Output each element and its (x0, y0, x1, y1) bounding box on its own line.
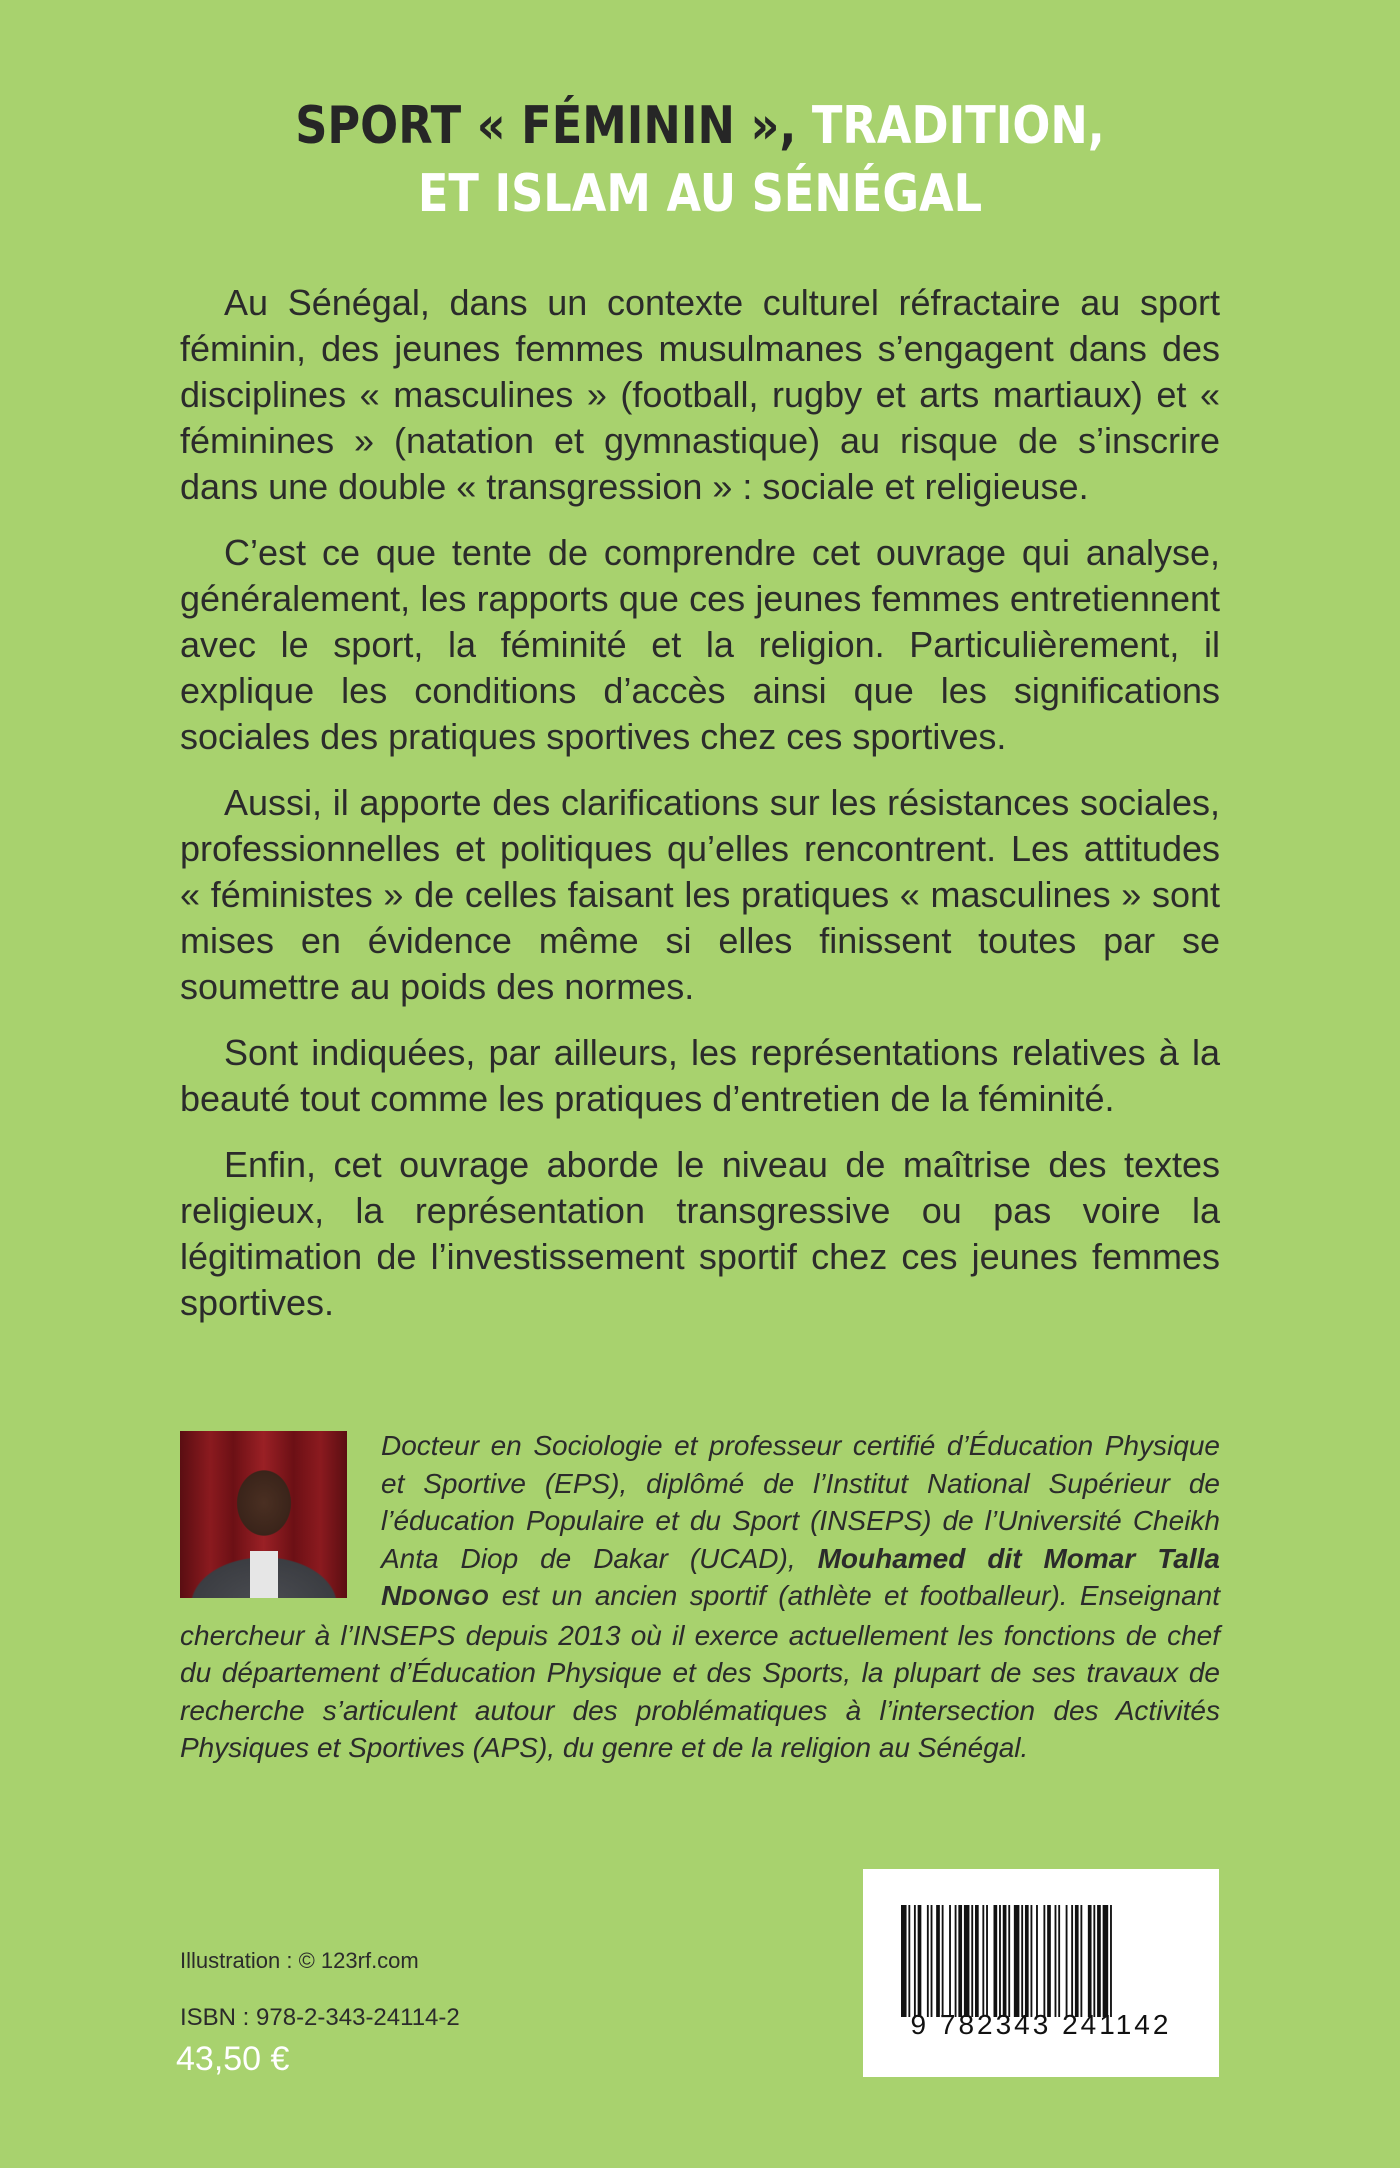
barcode-bar (914, 1905, 916, 2017)
barcode-bar (1097, 1905, 1101, 2017)
barcode-bar (955, 1905, 957, 2017)
barcode-bar (1014, 1905, 1020, 2017)
barcode-bar (964, 1905, 970, 2017)
barcode-bars (901, 1905, 1181, 2017)
title-line-2: ET ISLAM AU SÉNÉGAL (417, 164, 983, 224)
barcode-digits: 9 782343 241142 (910, 2009, 1172, 2040)
barcode-bar (982, 1905, 984, 2017)
barcode-bar (936, 1905, 940, 2017)
summary-paragraph-3: Aussi, il apporte des clarifications sur les résistances sociales, professionnelles et politiques qu’elles rencontrent. Les attitudes « féministes » de celles faisant les pratiques « masculines » sont mises en évidence même si elles finissent toutes par se soumettre au poids des normes. (180, 782, 1220, 1007)
barcode-bar (908, 1905, 910, 2017)
author-bio (180, 1427, 1220, 1767)
barcode-bar (931, 1905, 933, 2017)
author-photo-shirt (250, 1551, 278, 1598)
price: 43,50 € (176, 2040, 290, 2078)
author-name-first: Mouhamed dit Momar Talla (817, 1542, 1220, 1574)
barcode (863, 1869, 1219, 2077)
author-name-rest: DONGO (401, 1585, 490, 1610)
barcode-bar (1058, 1905, 1060, 2017)
barcode-bar (971, 1905, 973, 2017)
isbn: ISBN : 978-2-343-24114-2 (180, 2004, 460, 2031)
title-part-white: TRADITION, (811, 96, 1105, 156)
summary-paragraph-1: Au Sénégal, dans un contexte culturel réfractaire au sport féminin, des jeunes femmes musulmanes s’engagent dans des disciplines « masculines » (football, rugby et arts martiaux) et « féminines » (natation et gymnastique) au risque de s’inscrire dans une double « transgression » : sociale et religieuse. (180, 282, 1220, 507)
barcode-bar (1043, 1905, 1045, 2017)
barcode-bar (1008, 1905, 1010, 2017)
barcode-bar (949, 1905, 951, 2017)
author-bio-intro: Docteur en Sociologie et professeur certifié d’Éducation Physique et Sportive (EPS), diplômé de l’Institut National Supérieur de l’éducation Populaire et du Sport (INSEPS) de l’Université Cheikh Anta Diop de Dakar (UCAD), (381, 1430, 1220, 1574)
barcode-bar (994, 1905, 998, 2017)
author-photo (180, 1431, 347, 1598)
barcode-bar (958, 1905, 962, 2017)
book-title (98, 92, 1302, 228)
barcode-bar (942, 1905, 944, 2017)
barcode-bar (1088, 1905, 1092, 2017)
barcode-bar (986, 1905, 988, 2017)
barcode-bar (1066, 1905, 1068, 2017)
barcode-bar (1036, 1905, 1038, 2017)
book-summary (180, 280, 1220, 1346)
barcode-bar (1055, 1905, 1057, 2017)
barcode-bar (901, 1905, 907, 2017)
barcode-bar (1031, 1905, 1033, 2017)
barcode-bar (1075, 1905, 1079, 2017)
illustration-credit: Illustration : © 123rf.com (180, 1948, 419, 1973)
barcode-bar (1025, 1905, 1029, 2017)
summary-paragraph-2: C’est ce que tente de comprendre cet ouvrage qui analyse, généralement, les rapports que ces jeunes femmes entretiennent avec le sport, la féminité et la religion. Particulièrement, il explique les conditions d’accès ainsi que les significations sociales des pratiques sportives chez ces sportives. (180, 532, 1220, 757)
summary-paragraph-5: Enfin, cet ouvrage aborde le niveau de maîtrise des textes religieux, la représentation transgressive ou pas voire la légitimation de l’investissement sportif chez ces jeunes femmes sportives. (180, 1144, 1220, 1323)
barcode-bar (1003, 1905, 1007, 2017)
title-line-1 (98, 92, 1302, 160)
barcode-bar (1047, 1905, 1051, 2017)
barcode-bar (999, 1905, 1001, 2017)
barcode-bar (1093, 1905, 1095, 2017)
barcode-bar (927, 1905, 929, 2017)
barcode-bar (1021, 1905, 1023, 2017)
summary-paragraph-4: Sont indiquées, par ailleurs, les représentations relatives à la beauté tout comme les pratiques d’entretien de la féminité. (180, 1032, 1220, 1119)
author-bio-rest: est un ancien sportif (athlète et footballeur). Enseignant chercheur à l’INSEPS depuis 2013 où il exerce actuellement les fonctions de chef du département d’Éducation Physique et des Sports, la plupart de ses travaux de recherche s’articulent autour des problématiques à l’intersection des Activités Physiques et Sportives (APS), du genre et de la religion au Sénégal. (180, 1580, 1220, 1763)
barcode-bar (1071, 1905, 1073, 2017)
barcode-bar (1110, 1905, 1112, 2017)
barcode-bar (1080, 1905, 1082, 2017)
barcode-bar (918, 1905, 922, 2017)
barcode-bar (975, 1905, 979, 2017)
barcode-bar (1103, 1905, 1109, 2017)
title-part-dark: SPORT « FÉMININ », (295, 96, 797, 156)
author-name-initial: N (381, 1580, 402, 1611)
